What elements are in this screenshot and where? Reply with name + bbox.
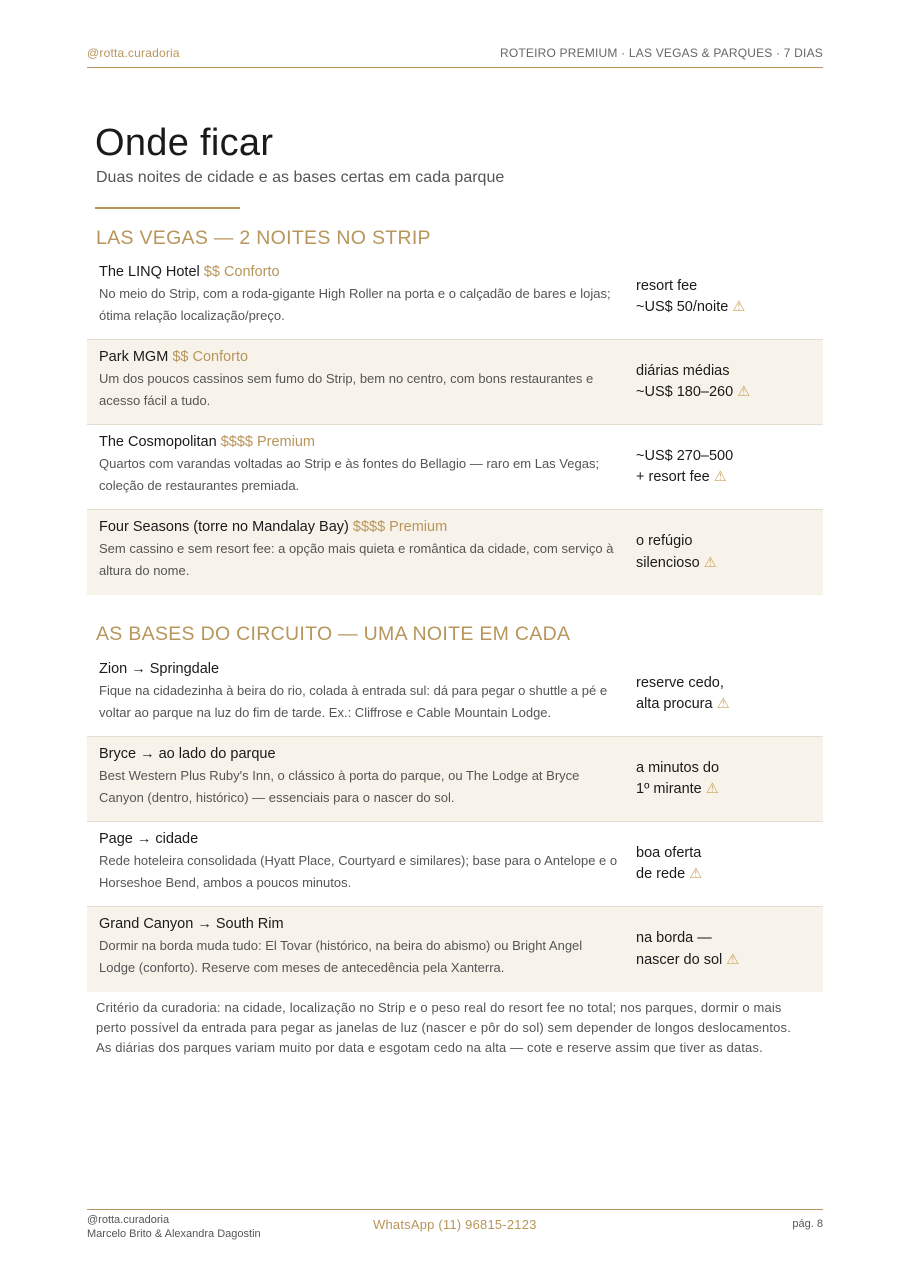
table-row	[87, 340, 823, 425]
header-doc-title: ROTEIRO PREMIUM · LAS VEGAS & PARQUES · 7 DIAS	[499, 46, 823, 60]
title-divider	[95, 207, 240, 209]
curation-criteria-note: Critério da curadoria: na cidade, localização no Strip e o peso real do resort fee no total; nos parques, dormir o mais perto possível da entrada para pegar as janelas de luz (nascer e pôr do sol) sem depender de longos deslocamentos. As diárias dos parques variam muito por data e esgotam cedo na alta — cote e reserve assim que tiver as datas.	[96, 1000, 791, 1055]
base-name: Page → cidade	[99, 831, 199, 847]
base-note	[622, 652, 823, 736]
price-tag: $$$$ Premium	[220, 434, 315, 450]
base-name: Zion → Springdale	[99, 661, 220, 677]
header-handle: @rotta.curadoria	[87, 46, 180, 60]
section-title-las-vegas: LAS VEGAS — 2 NOITES NO STRIP	[96, 227, 431, 249]
note-line: o refúgio	[636, 533, 693, 549]
hotel-name: The LINQ Hotel	[99, 264, 200, 280]
base-name: Grand Canyon → South Rim	[99, 916, 284, 932]
warning-icon: ⚠	[737, 384, 751, 400]
hotel-description: Sem cassino e sem resort fee: a opção mais quieta e romântica da cidade, com serviço à altura do nome.	[99, 541, 614, 578]
warning-icon: ⚠	[716, 696, 730, 712]
hotel-description: Quartos com varandas voltadas ao Strip e às fontes do Bellagio — raro em Las Vegas; coleção de restaurantes premiada.	[99, 456, 600, 493]
warning-icon: ⚠	[732, 299, 746, 315]
warning-icon: ⚠	[689, 866, 703, 882]
price-tag: $$$$ Premium	[352, 519, 448, 535]
base-name: Bryce → ao lado do parque	[99, 746, 276, 762]
footer-handle: @rotta.curadoria	[87, 1214, 170, 1226]
section-title-park-bases: AS BASES DO CIRCUITO — UMA NOITE EM CADA	[96, 623, 571, 645]
note-line: a minutos do	[636, 759, 720, 776]
hotel-name: The Cosmopolitan	[99, 434, 217, 450]
table-row	[87, 255, 823, 340]
warning-icon: ⚠	[726, 951, 740, 968]
price-tag: $$ Conforto	[203, 264, 280, 280]
base-note	[622, 907, 823, 992]
note-line: diárias médias	[636, 362, 730, 379]
note-line: na borda —	[636, 930, 712, 946]
hotel-name: Park MGM	[99, 349, 169, 365]
note-line: de rede	[636, 866, 686, 882]
hotels-table-park-bases	[87, 652, 823, 992]
price-tag: $$ Conforto	[172, 349, 249, 365]
base-description: Rede hoteleira consolidada (Hyatt Place, Courtyard e similares); base para o Antelope e o Horseshoe Bend, ambos a poucos minutos.	[99, 853, 618, 890]
table-row	[87, 822, 823, 907]
hotel-note	[622, 425, 823, 509]
note-line: 1º mirante	[636, 781, 702, 797]
table-row	[87, 652, 823, 737]
page-header	[87, 46, 823, 68]
base-note	[622, 737, 823, 821]
hotel-note	[622, 255, 823, 339]
page-subtitle: Duas noites de cidade e as bases certas em cada parque	[96, 169, 505, 186]
hotel-description: Um dos poucos cassinos sem fumo do Strip, bem no centro, com bons restaurantes e acesso fácil a tudo.	[99, 371, 594, 408]
page-number: pág. 8	[792, 1218, 823, 1230]
note-line: boa oferta	[636, 844, 702, 861]
table-row	[87, 425, 823, 510]
footer-credits	[87, 1213, 261, 1241]
note-line: ~US$ 180–260	[636, 384, 734, 400]
base-note	[622, 822, 823, 906]
note-line: silencioso	[636, 554, 700, 571]
note-line: + resort fee	[636, 469, 710, 485]
table-row	[87, 737, 823, 822]
footer-authors: Marcelo Brito & Alexandra Dagostin	[87, 1228, 261, 1240]
hotel-name: Four Seasons (torre no Mandalay Bay)	[99, 519, 349, 535]
note-line: ~US$ 50/noite	[636, 299, 729, 315]
note-line: ~US$ 270–500	[636, 447, 734, 464]
hotel-note	[622, 510, 823, 595]
warning-icon: ⚠	[713, 469, 727, 485]
table-row	[87, 510, 823, 595]
warning-icon: ⚠	[703, 554, 717, 571]
footer-whatsapp-contact: WhatsApp (11) 96815-2123	[373, 1217, 537, 1232]
table-row	[87, 907, 823, 992]
note-line: nascer do sol	[636, 951, 723, 968]
hotel-note	[622, 340, 823, 424]
note-line: reserve cedo,	[636, 674, 724, 691]
base-description: Best Western Plus Ruby's Inn, o clássico à porta do parque, ou The Lodge at Bryce Canyon (dentro, histórico) — essenciais para o nascer do sol.	[99, 768, 580, 805]
hotels-table-las-vegas	[87, 255, 823, 595]
note-line: resort fee	[636, 277, 698, 294]
base-description: Dormir na borda muda tudo: El Tovar (histórico, na beira do abismo) ou Bright Angel Lodge (conforto). Reserve com meses de antecedência pela Xanterra.	[99, 938, 583, 975]
warning-icon: ⚠	[705, 781, 719, 797]
page-title: Onde ficar	[95, 122, 274, 164]
page-footer	[87, 1209, 823, 1246]
hotel-description: No meio do Strip, com a roda-gigante High Roller na porta e o calçadão de bares e lojas; ótima relação localização/preço.	[99, 286, 611, 323]
base-description: Fique na cidadezinha à beira do rio, colada à entrada sul: dá para pegar o shuttle a pé e voltar ao parque na luz do fim de tarde. Ex.: Cliffrose e Cable Mountain Lodge.	[99, 683, 608, 720]
note-line: alta procura	[636, 696, 713, 712]
